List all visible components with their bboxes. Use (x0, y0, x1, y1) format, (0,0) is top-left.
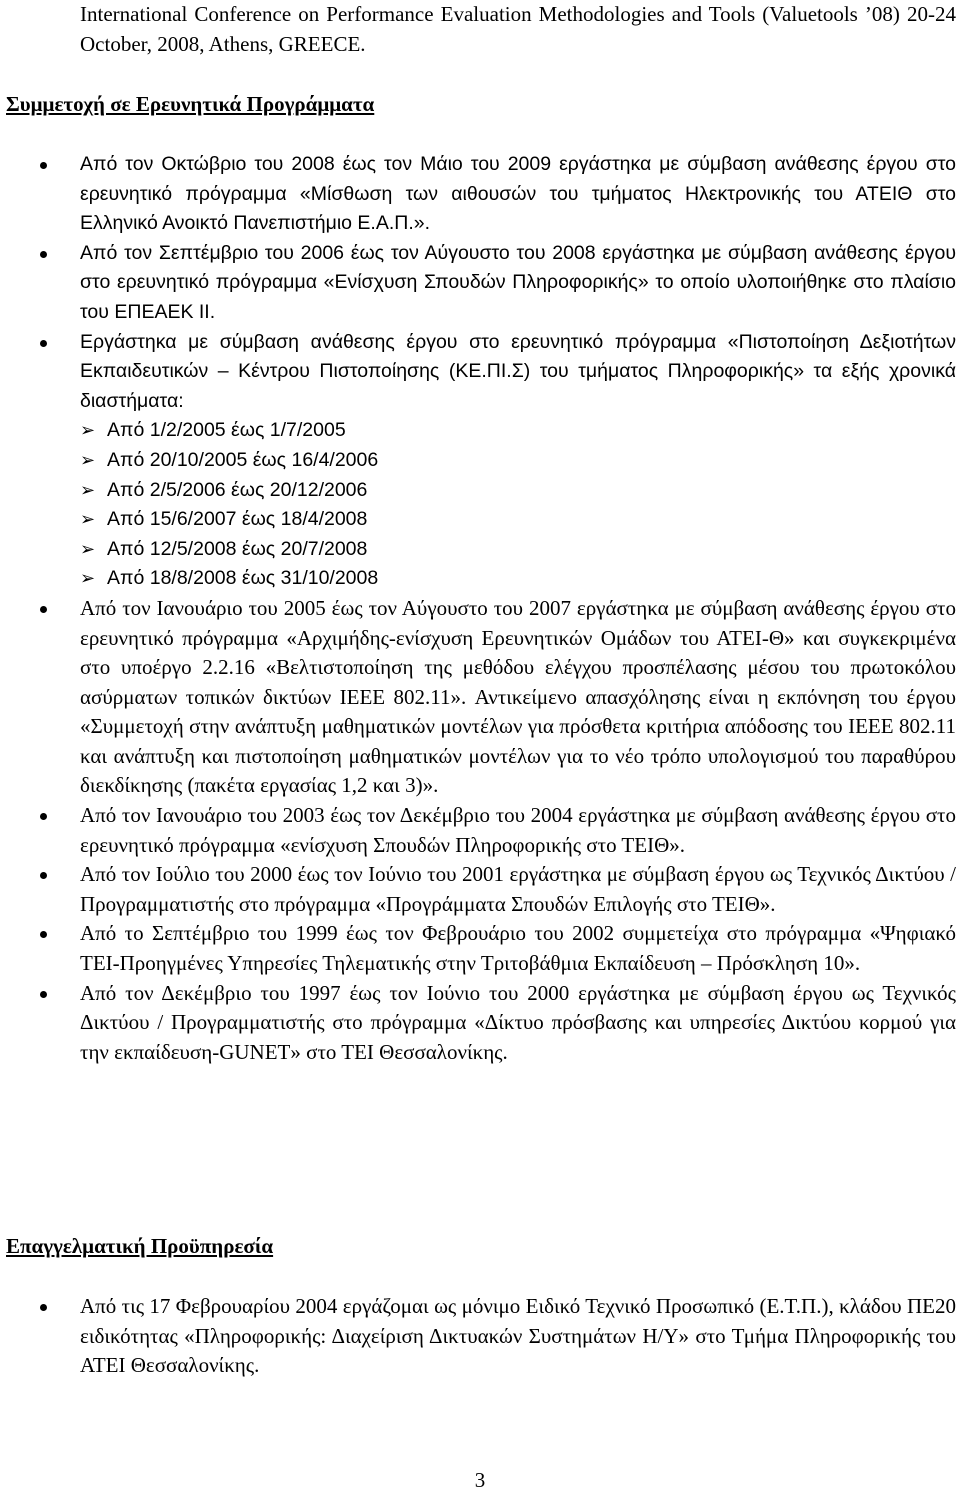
bullet-icon (40, 991, 47, 998)
list-item: Από τον Σεπτέμβριο του 2006 έως τον Αύγουστο του 2008 εργάστηκα με σύμβαση ανάθεσης έργου στο ερευνητικό πρόγραμμα «Ενίσχυση Σπουδών Πληροφορικής» το οποίο υλοποιήθηκε στο πλαίσιο του ΕΠΕΑΕΚ ΙΙ. (0, 239, 956, 328)
bullet-icon (40, 162, 47, 169)
section-heading-professional-experience: Επαγγελματική Προϋπηρεσία (6, 1234, 274, 1258)
bullet-icon (40, 872, 47, 879)
bullet-icon (40, 931, 47, 938)
arrow-bullet-icon: ➢ (80, 568, 96, 590)
bullet-icon (40, 606, 47, 613)
period-item: ➢ Από 12/5/2008 έως 20/7/2008 (80, 537, 368, 560)
arrow-bullet-icon: ➢ (80, 479, 96, 501)
period-list (80, 416, 956, 594)
list-item: Εργάστηκα με σύμβαση ανάθεσης έργου στο ερευνητικό πρόγραμμα «Πιστοποίηση Δεξιοτήτων Εκπαιδευτικών – Κέντρου Πιστοποίησης (ΚΕ.ΠΙ.Σ) του τμήματος Πληροφορικής» τα εξής χρονικά διαστήματα: ➢ Από 1/2/2005 έως 1/7/2005 ➢ Από 20/10/2005 έως 16/4/2006 ➢ Από 2/5/2006 έως 20/12/2006 ➢ Από 15/6/2007 έως 18/4/2008 ➢ Από 12/5/2008 έως 20/7/2008 ➢ Από 18/8/2008 έως 31/10/2008 (0, 328, 956, 594)
period-item: ➢ Από 18/8/2008 έως 31/10/2008 (80, 567, 379, 590)
period-item: ➢ Από 15/6/2007 έως 18/4/2008 (80, 508, 368, 531)
list-item: Από τον Οκτώβριο του 2008 έως τον Μάιο του 2009 εργάστηκα με σύμβαση ανάθεσης έργου στο ερευνητικό πρόγραμμα «Μίσθωση των αιθουσών του τμήματος Ηλεκτρονικής του ΑΤΕΙΘ στο Ελληνικό Ανοικτό Πανεπιστήμιο Ε.Α.Π.». (0, 150, 956, 239)
page-number: 3 (474, 1468, 486, 1492)
bullet-icon (40, 1304, 47, 1311)
arrow-bullet-icon: ➢ (80, 538, 96, 560)
bullet-icon (40, 813, 47, 820)
list-item: Από τον Δεκέμβριο του 1997 έως τον Ιούνιο του 2000 εργάστηκα με σύμβαση έργου ως Τεχνικός Δικτύου / Προγραμματιστής στο πρόγραμμα «Δίκτυο πρόσβασης και υπηρεσίες Δικτύου κορμού για την εκπαίδευση-GUNET» στο ΤΕΙ Θεσσαλονίκης. (0, 979, 956, 1068)
bullet-icon (40, 251, 47, 258)
conference-reference: International Conference on Performance Evaluation Methodologies and Tools (Valuetools ’08) 20-24 October, 2008, Athens, GREECE. (80, 2, 956, 56)
list-item: Από τον Ιανουάριο του 2005 έως τον Αύγουστο του 2007 εργάστηκα με σύμβαση ανάθεσης έργου στο ερευνητικό πρόγραμμα «Αρχιμήδης-ενίσχυση Ερευνητικών Ομάδων του ΑΤΕΙ-Θ» και συγκεκριμένα στο υποέργο 2.2.16 «Βελτιστοποίηση της μεθόδου ελέγχου προσπέλασης μέσου του πρωτοκόλου ασύρματων τοπικών δικτύων IEEE 802.11». Αντικείμενο απασχόλησης είναι η εκπόνηση του έργου «Συμμετοχή στην ανάπτυξη μαθηματικών μοντέλων για πρόσθετα κριτήρια απόδοσης του IEEE 802.11 και ανάπτυξη και πιστοποίηση μαθηματικών μοντέλων για το νέο τρόπο υπολογισμού του παραθύρου διεκδίκησης (πακέτα εργασίας 1,2 και 3)». (0, 594, 956, 801)
research-programs-list (0, 150, 956, 1067)
professional-experience-list (0, 1292, 956, 1381)
list-item: Από το Σεπτέμβριο του 1999 έως τον Φεβρουάριο του 2002 συμμετείχα στο πρόγραμμα «Ψηφιακό ΤΕΙ-Προηγμένες Υπηρεσίες Τηλεματικής στην Τριτοβάθμια Εκπαίδευση – Πρόσκληση 10». (0, 919, 956, 978)
period-item: ➢ Από 2/5/2006 έως 20/12/2006 (80, 478, 368, 501)
period-item: ➢ Από 1/2/2005 έως 1/7/2005 (80, 419, 346, 442)
arrow-bullet-icon: ➢ (80, 509, 96, 531)
arrow-bullet-icon: ➢ (80, 420, 96, 442)
list-item: Από τις 17 Φεβρουαρίου 2004 εργάζομαι ως μόνιμο Ειδικό Τεχνικό Προσωπικό (Ε.Τ.Π.), κλάδου ΠΕ20 ειδικότητας «Πληροφορικής: Διαχείριση Δικτυακών Συστημάτων Η/Υ» στο Τμήμα Πληροφορικής του ΑΤΕΙ Θεσσαλονίκης. (0, 1292, 956, 1381)
list-item: Από τον Ιούλιο του 2000 έως τον Ιούνιο του 2001 εργάστηκα με σύμβαση έργου ως Τεχνικός Δικτύου / Προγραμματιστής στο πρόγραμμα «Προγράμματα Σπουδών Επιλογής στο ΤΕΙΘ». (0, 860, 956, 919)
arrow-bullet-icon: ➢ (80, 449, 96, 471)
section-heading-research-programs: Συμμετοχή σε Ερευνητικά Προγράμματα (6, 92, 375, 116)
period-item: ➢ Από 20/10/2005 έως 16/4/2006 (80, 448, 379, 471)
list-item: Από τον Ιανουάριο του 2003 έως τον Δεκέμβριο του 2004 εργάστηκα με σύμβαση ανάθεσης έργου στο ερευνητικό πρόγραμμα «ενίσχυση Σπουδών Πληροφορικής στο ΤΕΙΘ». (0, 801, 956, 860)
bullet-icon (40, 340, 47, 347)
